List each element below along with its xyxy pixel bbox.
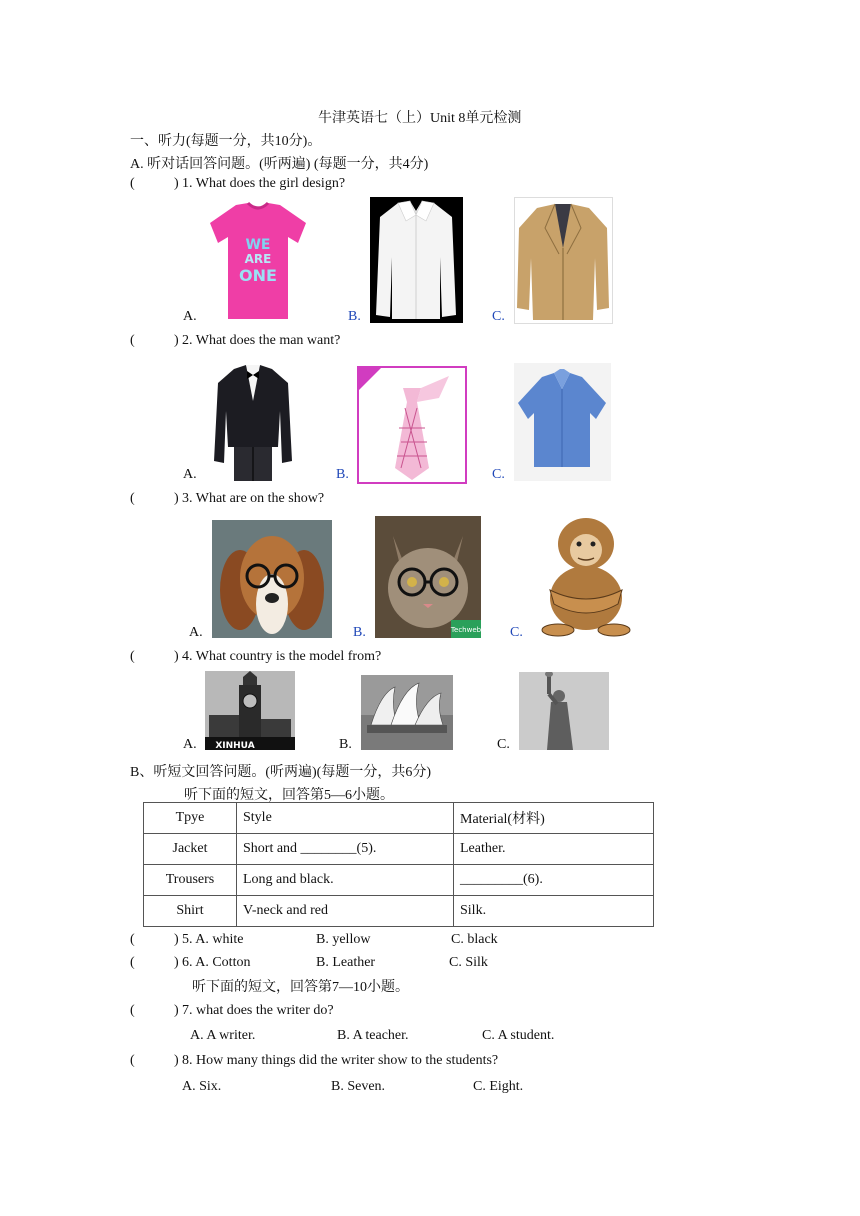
answer-bracket-open: ( [130, 1053, 135, 1068]
part-b-heading: B、听短文回答问题。(听两遍)(每题一分，共6分) [130, 765, 431, 780]
part-b-intro-2: 听下面的短文，回答第7—10小题。 [192, 980, 409, 995]
option-b-label: B. [336, 467, 349, 482]
question-3: 3. What are on the show? [182, 491, 325, 506]
statue-of-liberty-image [519, 672, 609, 750]
question-6-option-a: 6. A. Cotton [182, 955, 251, 970]
answer-bracket-close: ) [174, 333, 179, 348]
blue-blouse-image [514, 363, 611, 481]
question-4: 4. What country is the model from? [182, 649, 382, 664]
jacket-image [514, 197, 613, 324]
question-8-option-c: C. Eight. [473, 1079, 524, 1094]
question-5-option-c: C. black [451, 932, 498, 947]
question-7-option-c: C. A student. [482, 1028, 555, 1043]
question-7-option-a: A. A writer. [190, 1028, 256, 1043]
tshirt-image [206, 201, 310, 321]
tie-image [357, 366, 467, 484]
table-cell: Leather. [454, 834, 654, 865]
answer-bracket-open: ( [130, 1003, 135, 1018]
option-b-label: B. [348, 309, 361, 324]
svg-text:ONE: ONE [239, 266, 277, 285]
option-b-label: B. [353, 625, 366, 640]
table-cell: V-neck and red [237, 896, 454, 927]
question-7: 7. what does the writer do? [182, 1003, 334, 1018]
white-shirt-image [370, 197, 463, 323]
table-cell: Short and ________(5). [237, 834, 454, 865]
table-cell: Style [237, 803, 454, 834]
option-a-label: A. [183, 309, 197, 324]
cat-with-glasses-image [375, 516, 481, 638]
big-ben-image [205, 671, 295, 750]
svg-text:WE: WE [245, 237, 271, 253]
option-c-label: C. [497, 737, 510, 752]
table-cell: Jacket [144, 834, 237, 865]
answer-bracket-close: ) [174, 176, 179, 191]
answer-bracket-close: ) [174, 1053, 179, 1068]
question-8-option-a: A. Six. [182, 1079, 222, 1094]
table-cell: _________(6). [454, 865, 654, 896]
clothes-table [143, 802, 654, 927]
answer-bracket-close: ) [174, 649, 179, 664]
answer-bracket-close: ) [174, 1003, 179, 1018]
answer-bracket-open: ( [130, 491, 135, 506]
monkey-image [528, 512, 644, 638]
sydney-opera-house-image [361, 675, 453, 750]
option-a-label: A. [183, 737, 197, 752]
answer-bracket-open: ( [130, 932, 135, 947]
question-6-option-b: B. Leather [316, 955, 376, 970]
option-c-label: C. [510, 625, 523, 640]
svg-text:ARE: ARE [244, 252, 272, 266]
table-row [144, 803, 654, 834]
table-cell: Trousers [144, 865, 237, 896]
table-cell: Silk. [454, 896, 654, 927]
option-c-label: C. [492, 467, 505, 482]
question-8: 8. How many things did the writer show to the students? [182, 1053, 499, 1068]
question-2: 2. What does the man want? [182, 333, 341, 348]
option-b-label: B. [339, 737, 352, 752]
table-cell: Shirt [144, 896, 237, 927]
option-a-label: A. [183, 467, 197, 482]
option-a-label: A. [189, 625, 203, 640]
answer-bracket-open: ( [130, 176, 135, 191]
answer-bracket-open: ( [130, 649, 135, 664]
answer-bracket-close: ) [174, 932, 179, 947]
table-row [144, 865, 654, 896]
question-5-option-a: 5. A. white [182, 932, 244, 947]
question-5-option-b: B. yellow [316, 932, 371, 947]
option-c-label: C. [492, 309, 505, 324]
page-title: 牛津英语七（上）Unit 8单元检测 [318, 111, 522, 126]
part-a-heading: A. 听对话回答问题。(听两遍) (每题一分，共4分) [130, 157, 429, 172]
table-cell: Long and black. [237, 865, 454, 896]
dog-with-glasses-image [212, 520, 332, 638]
section-heading: 一、听力(每题一分，共10分)。 [130, 134, 322, 149]
table-cell: Material(材料) [454, 803, 654, 834]
question-6-option-c: C. Silk [449, 955, 488, 970]
answer-bracket-open: ( [130, 333, 135, 348]
table-row [144, 834, 654, 865]
answer-bracket-close: ) [174, 955, 179, 970]
table-row [144, 896, 654, 927]
table-cell: Tpye [144, 803, 237, 834]
answer-bracket-open: ( [130, 955, 135, 970]
part-b-intro: 听下面的短文，回答第5—6小题。 [184, 788, 394, 803]
svg-text:XINHUA: XINHUA [215, 741, 255, 750]
tuxedo-image [212, 361, 294, 481]
svg-text:Techweb: Techweb [450, 626, 481, 634]
question-1: 1. What does the girl design? [182, 176, 346, 191]
question-8-option-b: B. Seven. [331, 1079, 386, 1094]
answer-bracket-close: ) [174, 491, 179, 506]
question-7-option-b: B. A teacher. [337, 1028, 409, 1043]
